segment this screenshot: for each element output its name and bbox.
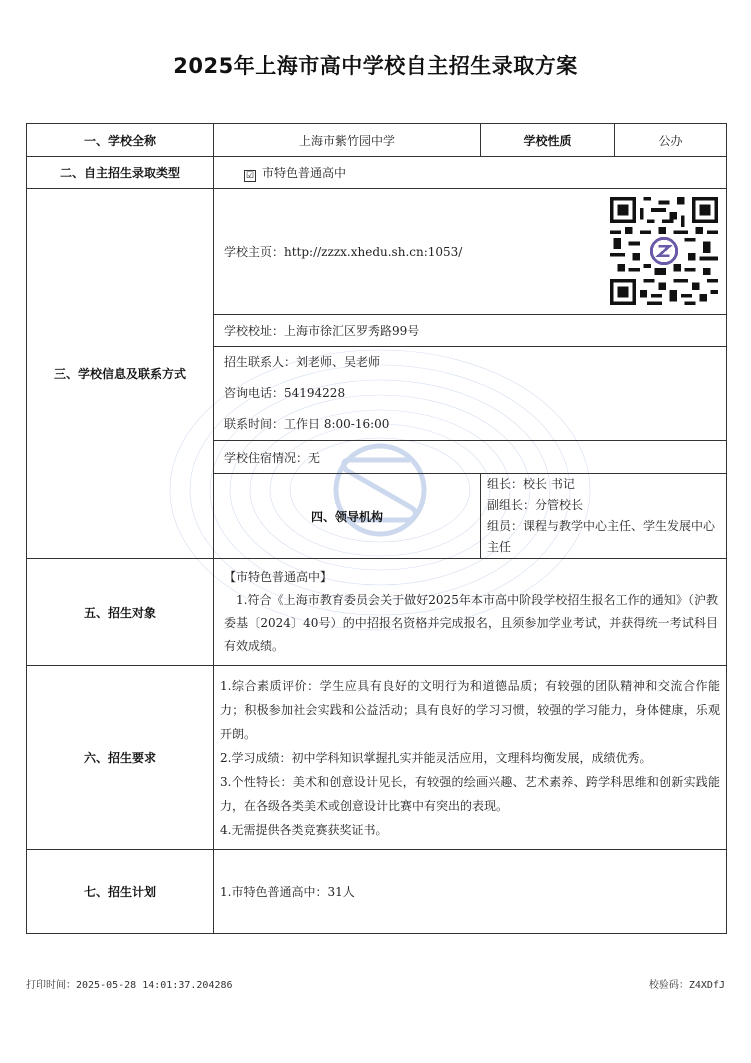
targets-category: 【市特色普通高中】: [224, 570, 333, 584]
requirement-item: 3.个性特长：美术和创意设计见长，有较强的绘画兴趣、艺术素养、跨学科思维和创新实践能力，在各级各类美术或创意设计比赛中有突出的表现。: [220, 774, 720, 813]
contact-row-homepage: [27, 189, 727, 315]
plan-cell: 1.市特色普通高中：31人: [214, 850, 727, 934]
targets-label: 五、招生对象: [27, 559, 214, 666]
admission-type-row: [27, 157, 727, 189]
targets-row: [27, 559, 727, 666]
leadership-label: 四、领导机构: [214, 474, 481, 559]
school-name-row: [27, 124, 727, 157]
deputy-text: 副组长：分管校长: [487, 498, 584, 512]
address-cell: 学校校址：上海市徐汇区罗秀路99号: [214, 315, 727, 347]
school-name-label: 一、学校全称: [27, 124, 214, 157]
targets-cell: [214, 559, 727, 666]
plan-row: [27, 850, 727, 934]
page-title: 2025年上海市高中学校自主招生录取方案: [173, 54, 578, 78]
admission-type-value: 市特色普通高中: [262, 165, 347, 180]
plan-label: 七、招生计划: [27, 850, 214, 934]
leadership-cell: [481, 474, 727, 559]
leader-text: 组长：校长 书记: [487, 477, 575, 491]
contact-phone: 咨询电话：54194228: [224, 386, 346, 400]
school-name-value: 上海市紫竹园中学: [214, 124, 481, 157]
requirement-item: 4.无需提供各类竞赛获奖证书。: [220, 822, 388, 837]
members-text: 组员：课程与教学中心主任、学生发展中心主任: [487, 519, 716, 554]
print-time: 打印时间：2025-05-28 14:01:37.204286: [26, 980, 233, 991]
check-code: 校验码：Z4XDfJ: [648, 980, 725, 991]
homepage-text: 学校主页：http://zzzx.xhedu.sh.cn:1053/: [224, 245, 463, 259]
targets-text: 1.符合《上海市教育委员会关于做好2025年本市高中阶段学校招生报名工作的通知》（沪教委基〔2024〕40号）的中招报名资格并完成报名，且须参加学业考试，并获得统一考试科目有效成绩。: [224, 593, 718, 653]
contact-person: 招生联系人：刘老师、吴老师: [224, 355, 381, 369]
contact-label: 三、学校信息及联系方式: [27, 189, 214, 559]
school-nature-label: 学校性质: [481, 124, 615, 157]
boarding-cell: 学校住宿情况：无: [214, 441, 727, 474]
checkbox-checked-icon: ☑: [245, 170, 255, 181]
contact-details-cell: [214, 347, 727, 441]
homepage-cell: [214, 189, 727, 315]
admission-type-cell: [214, 157, 727, 189]
requirements-row: [27, 666, 727, 850]
school-nature-value: 公办: [615, 124, 727, 157]
admission-plan-table: [26, 123, 727, 934]
contact-hours: 联系时间：工作日 8:00-16:00: [224, 417, 390, 431]
qr-code-icon: [610, 197, 718, 305]
requirement-item: 1.综合素质评价：学生应具有良好的文明行为和道德品质；有较强的团队精神和交流合作能力；积极参加社会实践和公益活动；具有良好的学习习惯，较强的学习能力，身体健康，乐观开朗。: [220, 678, 720, 741]
requirement-item: 2.学习成绩：初中学科知识掌握扎实并能灵活应用，文理科均衡发展，成绩优秀。: [220, 750, 652, 765]
requirements-label: 六、招生要求: [27, 666, 214, 850]
admission-type-label: 二、自主招生录取类型: [27, 157, 214, 189]
requirements-cell: [214, 666, 727, 850]
